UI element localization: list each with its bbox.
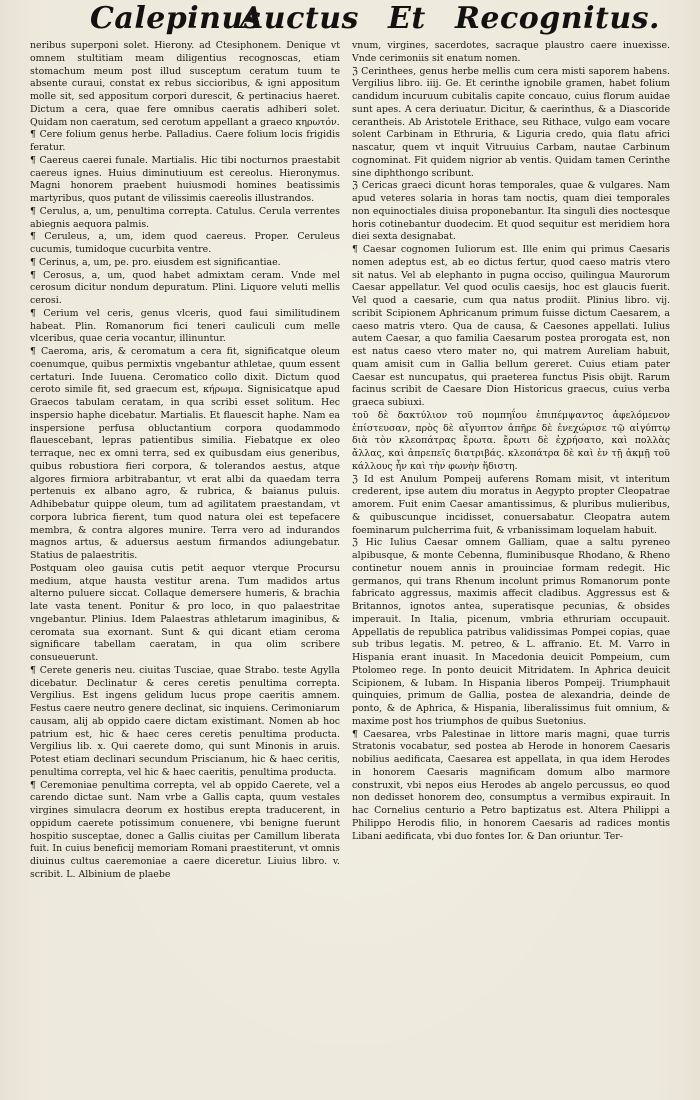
entry-paragraph: ¶ Cerosus, a, um, quod habet admixtam ceram. Vnde mel cerosum dicitur nondum depuratum. Plini. Liquore veluti mellis cerosi.	[30, 269, 340, 306]
entry-paragraph: ¶ Caeroma, aris, & ceromatum a cera fit, significatque oleum coenumque, quibus permixtis vngebantur athletae, quum essent certaturi. Inde Iuuena. Ceromatico collo dixit. Dictum quod ceroto simile fit, sed graecum est, κήρωμα. Signisicatque apud Graecos tabulam ceratam, in qua scribi esset solitum. Hec inspersio haphe dicebatur. Martialis. Et flauescit haphe. Nam ea inspersione perfusa obluctantium corpora quodammodo flauescebant, lepras patientibus similia. Fiebatque ex oleo terraque, nec ex omni terra, sed ex quibusdam eius generibus, quibus robustiora fieri corpora, & tolerandos aestus, atque algores firmiora arbitrabantur, vt erat albi da quaedam terra pertenuis ex albano agro, & rubrica, & baianus puluis. Adhibebatur quippe oleum, tum ad agilitatem praestandam, vt corpora lubrica fierent, tum quod natura olei est tepefacere membra, & contra algores munire. Terra vero ad indurandos magnos artus, & aduersus aestum firmandos adiungebatur. Statius de palaestritis.	[30, 346, 340, 561]
entry-paragraph: ℨ Hic Iulius Caesar omnem Galliam, quae a saltu pyreneo alpibusque, & monte Cebenna, fluminibusque Rhodano, & Rheno continetur nouem annis in prouinciae formam redegit. Hic germanos, qui trans Rhenum incolunt primus Romanorum ponte fabricato aggressus, maximis affecit cladibus. Aggressus est & Britannos, ignotos antea, superatisque pecunias, & obsides imperauit. In Italia, picenum, vmbria ethruriam occupauit. Appellatis de republica patribus validissimas Pompei copias, quae sub tribus legatis. M. petreo, & L. affranio. Et. M. Varro in Hispania erant inuasit. In Macedonia deuicit Pompeium, cum Ptolomeo rege. In ponto deuicit Mitridatem. In Aphrica deuicit Scipionem, & Iubam. In Hispania liberos Pompeij. Triumphauit quinquies, primum de Gallia, postea de alexandria, deinde de ponto, & de Aphrica, & Hispania, liberalissimus fuit omnium, & maxime post hos triumphos de quibus Suetonius.	[352, 537, 670, 727]
entry-paragraph: ¶ Caereus caerei funale. Martialis. Hic tibi nocturnos praestabit caereus ignes. Huius diminutiuum est cereolus. Hieronymus. Magni honorem praebent huiusmodi homines beatissimis martyribus, quos putant de vilissimis caereolis illustrandos.	[30, 154, 340, 204]
entry-paragraph: ℨ Id est Anulum Pompeij auferens Romam misit, vt interitum crederent, ipse autem diu moratus in Aegypto propter Cleopatrae amorem. Fuit enim Caesar amantissimus, & pluribus mulieribus, & quibuscunque incidisset, conuersabatur. Cleopatra autem foeminarum pulcherrima fuit, & vrbanissimam loquelam habuit.	[352, 473, 670, 536]
entry-paragraph: ¶ Cerulus, a, um, penultima correpta. Catulus. Cerula verrentes abiegnis aequora palmis.	[30, 205, 340, 230]
entry-paragraph: ℨ Cericas graeci dicunt horas temporales, quae & vulgares. Nam apud veteres solaria in horas tam noctis, quam diei temporales non equinoctiales diuisa proponebantur. Ita singuli dies noctesque horis cotinebantur duodecim. Et quod sequitur est meridiem hora diei sexta designabat.	[352, 180, 670, 243]
header-word-auctus: Auctus	[240, 1, 359, 36]
entry-paragraph: ¶ Cere folium genus herbe. Palladius. Caere folium locis frigidis feratur.	[30, 129, 340, 153]
entry-paragraph: ¶ Caesarea, vrbs Palestinae in littore maris magni, quae turris Stratonis vocabatur, sed postea ab Herode in honorem Caesaris nobilius aedificata, Caesarea est appellata, in qua idem Herodes in honorem Caesaris magnificam domum albo marmore construxit, vbi nepos eius Herodes ab angelo percussus, eo quod non dedisset honorem deo, consumptus a vermibus expirauit. In hac Cornelius centurio a Petro baptizatus est. Altera Philippi a Philippo Herodis filio, in honorem Caesaris ad radices montis Libani aedificata, vbi duo fontes Ior. & Dan oriuntur. Ter-	[352, 728, 670, 842]
running-header	[0, 0, 700, 40]
entry-paragraph: ¶ Cerium vel ceris, genus vlceris, quod faui similitudinem habeat. Plin. Romanorum fici teneri cauliculi cum melle vlceribus, quae ceria vocantur, illinuntur.	[30, 307, 340, 345]
entry-paragraph: vnum, virgines, sacerdotes, sacraque plaustro caere inuexisse. Vnde cerimoniis sit enatum nomen.	[352, 40, 670, 64]
header-word-et: Et	[388, 1, 426, 36]
right-column	[352, 40, 670, 1090]
header-word-recognitus: Recognitus.	[455, 1, 660, 36]
entry-paragraph: ℨ Cerinthees, genus herbe mellis cum cera misti saporem habens. Vergilius libro. iiij. Ge. Et cerinthe ignobile gramen, habet folium candidum incuruum cubitalis capite concauo, cuius florum auidae sunt apes. A cera deriuatur. Dicitur, & caerinthus, & a Diascoride cerantheis. Ab Aristotele Erithace, seu Rithace, vulgo eam vocare solent Carbinam in Ethruria, & Liguria credo, quia flatu africi nascatur, quem vt inquit Vitruuius Carbam, nautae Carbinum cognominat. Fit quidem nigrior ab ventis. Quidam tamen Cerinthe sine diphthongo scribunt.	[352, 65, 670, 179]
entry-paragraph: ¶ Cerete generis neu. ciuitas Tusciae, quae Strabo. teste Agylla dicebatur. Declinatur & ceres ceretis penultima correpta. Vergilius. Est ingens gelidum lucus prope caeritis amnem. Festus caere neutro genere declinat, sic inquiens. Cerimoniarum causam, alij ab oppido caere dictam existimant. Nomen ab hoc patrium est, hic & haec ceres ceretis penultima producta. Vergilius lib. x. Qui caerete domo, qui sunt Minonis in aruis. Potest etiam declinari secundum Priscianum, hic & haec ceritis, penultima correpta, vel hic & haec caeritis, penultima producta.	[30, 664, 340, 778]
entry-paragraph: ¶ Ceremoniae penultima correpta, vel ab oppido Caerete, vel a carendo dictae sunt. Nam vrbe a Gallis capta, quum vestales virgines simulacra deorum ex hostibus erepta traducerent, in oppidum caerete potissimum conuenere, vbi benigne fuerunt hospitio susceptae, donec a Gallis ciuitas per Camillum liberata fuit. In cuius beneficij memoriam Romani praestiterunt, vt omnis diuinus cultus caeremoniae a caere diceretur. Liuius libro. v. scribit. L. Albinium de plaebe	[30, 779, 340, 880]
entry-paragraph: Postquam oleo gauisa cutis petit aequor vterque Procursu medium, atque hausta vestitur arena. Tum madidos artus alterno puluere siccat. Collaque demersere humeris, & brachia late vasta tenent. Ponitur & pro loco, in quo palaestritae vngebantur. Plinius. Idem Palaestras athletarum imaginibus, & ceromata sua exornant. Sunt & qui dicant etiam ceroma significare tabellam caeratam, in qua olim scribere consueuerunt.	[30, 562, 340, 663]
entry-paragraph: ¶ Caesar cognomen Iuliorum est. Ille enim qui primus Caesaris nomen adeptus est, ab eo dictus fertur, quod caeso matris vtero sit natus. Vel ab elephanto in pugna occiso, quilingua Maurorum Caesar appellatur. Vel quod oculis caesijs, hoc est glaucis fuerit. Vel quod a caesarie, cum qua natus prodiit. Plinius libro. vij. scribit Scipionem Aphricanum primum fuisse dictum Caesarem, a caeso matris vtero. Qua de causa, & Caesones appellati. Iulius autem Caesar, a quo familia Caesarum postea prorogata est, non est natus caeso vtero mater no, qui matrem Aureliam habuit, quam amisit cum in Gallia bellum gereret. Cuius etiam pater Caesar est nuncupatus, qui praeterea functus Pisis obijt. Rarum facinus scribit de Caesare Dion Historicus graecus, cuius verba graeca subiuxi.	[352, 244, 670, 408]
left-column	[30, 40, 340, 1090]
entry-paragraph: ¶ Ceruleus, a, um, idem quod caereus. Proper. Ceruleus cucumis, tumidoque cucurbita ventre.	[30, 231, 340, 255]
entry-paragraph: neribus superponi solet. Hierony. ad Ctesiphonem. Denique vt omnem stultitiam meam diligentius recognoscas, etiam stomachum meum post illud susceptum ceratum tuum te absente curaui, constat ex rebus siccioribus, & igni appositum molle sit, sed appositum corpori durescit, & pertinacius haeret. Dictum a cera, quae fere omnibus caeratis adhiberi solet. Quidam non caeratum, sed cerotum appellant a graeco κηρωτόν.	[30, 40, 340, 128]
entry-paragraph: ¶ Cerinus, a, um, pe. pro. eiusdem est significantiae.	[30, 256, 281, 268]
header-word-calepinus: Calepinus	[90, 1, 262, 36]
greek-quotation: τοῦ δὲ δακτύλιον τοῦ πομπηΐου ἐπιπέμψαντος ἀφελόμενον ἐπίστευσαν, πρὸς δὲ αἴγυπτον ἀπῆρε δὲ ἐνεχώρισε τῷ αἰγύπτῳ διὰ τὸν κλεοπάτρας ἔρωτα. ἔρωτι δὲ ἐχρήσατο, καὶ πολλὰς ἄλλας, καὶ ἀπρεπεῖς διατριβάς. κλεοπάτρα δὲ καὶ ἐν τῇ ἀκμῇ τοῦ κάλλους ἦν καὶ τὴν φωνὴν ἥδιστη.	[352, 409, 670, 472]
